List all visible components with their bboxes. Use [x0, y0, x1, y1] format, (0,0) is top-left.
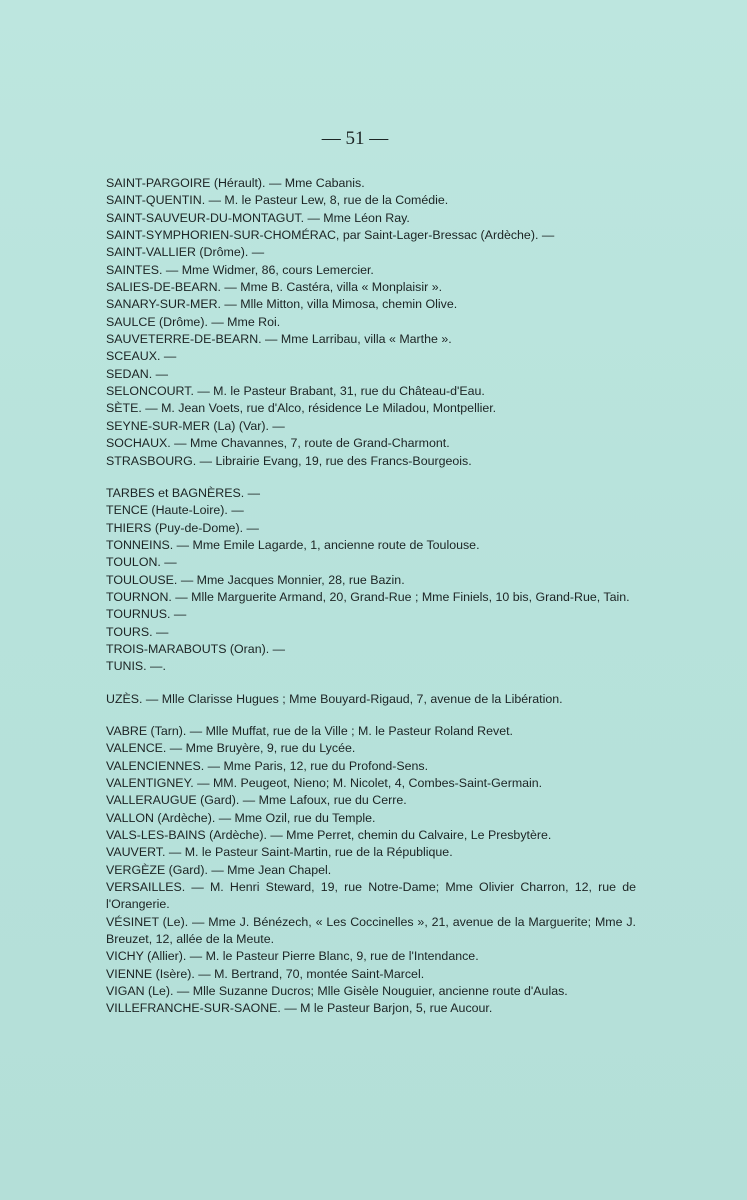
directory-entry: SANARY-SUR-MER. — Mlle Mitton, villa Mimosa, chemin Olive.	[106, 297, 458, 312]
directory-entry: VALENTIGNEY. — MM. Peugeot, Nieno; M. Nicolet, 4, Combes-Saint-Germain.	[106, 776, 543, 790]
directory-entry: SOCHAUX. — Mme Chavannes, 7, route de Grand-Charmont.	[106, 436, 450, 451]
directory-entry: TOULON. —	[106, 555, 177, 570]
section-gap	[106, 676, 636, 691]
directory-entry: SELONCOURT. — M. le Pasteur Brabant, 31, rue du Château-d'Eau.	[106, 384, 485, 399]
directory-entry: TOULOUSE. — Mme Jacques Monnier, 28, rue Bazin.	[106, 572, 405, 587]
section-gap	[106, 470, 636, 485]
directory-entry: TENCE (Haute-Loire). —	[106, 503, 244, 518]
directory-entry: VÉSINET (Le). — Mme J. Bénézech, « Les Coccinelles », 21, avenue de la Marguerite; Mme J. Breuzet, 12, allée de la Meute.	[106, 914, 636, 947]
directory-entry: SALIES-DE-BEARN. — Mme B. Castéra, villa « Monplaisir ».	[106, 280, 443, 295]
directory-entry: VICHY (Allier). — M. le Pasteur Pierre Blanc, 9, rue de l'Intendance.	[106, 949, 479, 964]
directory-entry: SCEAUX. —	[106, 349, 177, 364]
directory-entry: VILLEFRANCHE-SUR-SAONE. — M le Pasteur Barjon, 5, rue Aucour.	[106, 1001, 493, 1016]
directory-entry: VAUVERT. — M. le Pasteur Saint-Martin, rue de la République.	[106, 845, 453, 860]
directory-entry: SAINT-SYMPHORIEN-SUR-CHOMÉRAC, par Saint-Lager-Bressac (Ardèche). —	[106, 228, 555, 243]
directory-entry: TROIS-MARABOUTS (Oran). —	[106, 641, 285, 656]
directory-entry: SAINT-SAUVEUR-DU-MONTAGUT. — Mme Léon Ray.	[106, 210, 410, 225]
directory-entry: VALLERAUGUE (Gard). — Mme Lafoux, rue du Cerre.	[106, 793, 407, 808]
directory-entry: TUNIS. —.	[106, 659, 166, 674]
directory-list	[106, 175, 636, 1018]
directory-entry: UZÈS. — Mlle Clarisse Hugues ; Mme Bouyard-Rigaud, 7, avenue de la Libération.	[106, 691, 563, 706]
directory-entry: VERSAILLES. — M. Henri Steward, 19, rue Notre-Dame; Mme Olivier Charron, 12, rue de l'Orangerie.	[106, 880, 636, 912]
directory-entry: SAULCE (Drôme). — Mme Roi.	[106, 314, 281, 329]
section-gap	[106, 708, 636, 723]
directory-entry: SAINTES. — Mme Widmer, 86, cours Lemercier.	[106, 262, 374, 277]
directory-entry: SEYNE-SUR-MER (La) (Var). —	[106, 418, 285, 433]
directory-entry: VALENCE. — Mme Bruyère, 9, rue du Lycée.	[106, 741, 356, 756]
directory-entry: VALENCIENNES. — Mme Paris, 12, rue du Profond-Sens.	[106, 758, 429, 773]
directory-entry: TARBES et BAGNÈRES. —	[106, 485, 261, 500]
page-number: — 51 —	[321, 128, 389, 149]
directory-entry: VIGAN (Le). — Mlle Suzanne Ducros; Mlle Gisèle Nouguier, ancienne route d'Aulas.	[106, 984, 568, 999]
directory-entry: TOURS. —	[106, 624, 169, 639]
directory-entry: STRASBOURG. — Librairie Evang, 19, rue des Francs-Bourgeois.	[106, 453, 472, 468]
directory-entry: VABRE (Tarn). — Mlle Muffat, rue de la Ville ; M. le Pasteur Roland Revet.	[106, 723, 513, 738]
directory-entry: SAUVETERRE-DE-BEARN. — Mme Larribau, villa « Marthe ».	[106, 332, 452, 347]
directory-entry: SEDAN. —	[106, 366, 168, 381]
directory-entry: SAINT-VALLIER (Drôme). —	[106, 245, 265, 260]
directory-entry: VALLON (Ardèche). — Mme Ozil, rue du Temple.	[106, 810, 376, 825]
directory-entry: THIERS (Puy-de-Dome). —	[106, 520, 259, 535]
directory-entry: VERGÈZE (Gard). — Mme Jean Chapel.	[106, 862, 332, 877]
directory-entry: SÈTE. — M. Jean Voets, rue d'Alco, résidence Le Miladou, Montpellier.	[106, 401, 497, 416]
directory-entry: TOURNUS. —	[106, 607, 187, 622]
directory-entry: SAINT-QUENTIN. — M. le Pasteur Lew, 8, rue de la Comédie.	[106, 193, 449, 208]
directory-entry: VIENNE (Isère). — M. Bertrand, 70, montée Saint-Marcel.	[106, 966, 425, 981]
directory-entry: TONNEINS. — Mme Emile Lagarde, 1, ancienne route de Toulouse.	[106, 537, 480, 552]
directory-entry: SAINT-PARGOIRE (Hérault). — Mme Cabanis.	[106, 176, 365, 190]
directory-entry: TOURNON. — Mlle Marguerite Armand, 20, Grand-Rue ; Mme Finiels, 10 bis, Grand-Rue, Tain.	[106, 589, 630, 604]
directory-entry: VALS-LES-BAINS (Ardèche). — Mme Perret, chemin du Calvaire, Le Presbytère.	[106, 828, 552, 843]
